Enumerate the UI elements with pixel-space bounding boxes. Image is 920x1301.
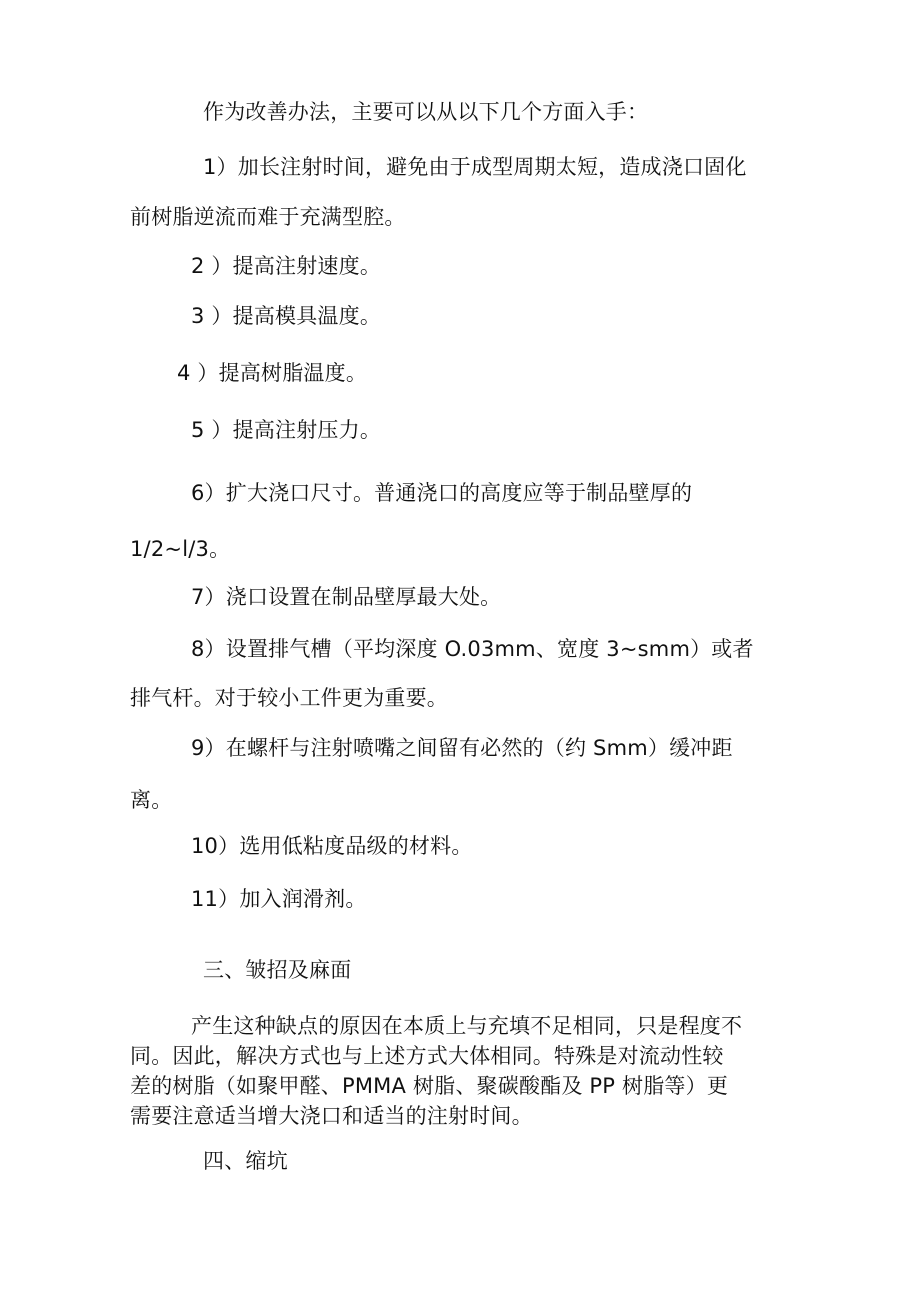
section-3-para-line-3: 差的树脂（如聚甲醛、PMMA 树脂、聚碳酸酯及 PP 树脂等）更 [130, 1074, 729, 1098]
section-3-para-line-1: 产生这种缺点的原因在本质上与充填不足相同，只是程度不 [191, 1014, 743, 1038]
list-item-2: 2 ）提高注射速度。 [191, 254, 382, 278]
list-item-9-line-1: 9）在螺杆与注射喷嘴之间留有必然的（约 Smm）缓冲距 [191, 736, 733, 760]
section-3-title: 三、皱招及麻面 [203, 958, 352, 982]
list-item-8-line-1: 8）设置排气槽（平均深度 O.03mm、宽度 3~smm）或者 [191, 637, 754, 661]
list-item-9-line-2: 离。 [130, 788, 173, 812]
list-item-11: 11）加入润滑剂。 [191, 887, 367, 911]
list-item-1-line-2: 前树脂逆流而难于充满型腔。 [130, 205, 406, 229]
list-item-3: 3 ）提高模具温度。 [191, 304, 382, 328]
list-item-5: 5 ）提高注射压力。 [191, 418, 382, 442]
section-3-para-line-2: 同。因此，解决方式也与上述方式大体相同。特殊是对流动性较 [130, 1044, 724, 1068]
list-item-7: 7）浇口设置在制品壁厚最大处。 [191, 585, 502, 609]
list-item-6-line-2: 1/2~l/3。 [130, 537, 231, 561]
section-4-title: 四、缩坑 [203, 1149, 288, 1173]
list-item-1-line-1: 1）加长注射时间，避免由于成型周期太短，造成浇口固化 [203, 155, 747, 179]
section-3-para-line-4: 需要注意适当增大浇口和适当的注射时间。 [130, 1104, 533, 1128]
list-item-4: 4 ）提高树脂温度。 [177, 361, 368, 385]
intro-text: 作为改善办法，主要可以从以下几个方面入手： [203, 100, 649, 124]
list-item-8-line-2: 排气杆。对于较小工件更为重要。 [130, 686, 448, 710]
list-item-6-line-1: 6）扩大浇口尺寸。普通浇口的高度应等于制品壁厚的 [191, 481, 693, 505]
list-item-10: 10）选用低粘度品级的材料。 [191, 834, 473, 858]
